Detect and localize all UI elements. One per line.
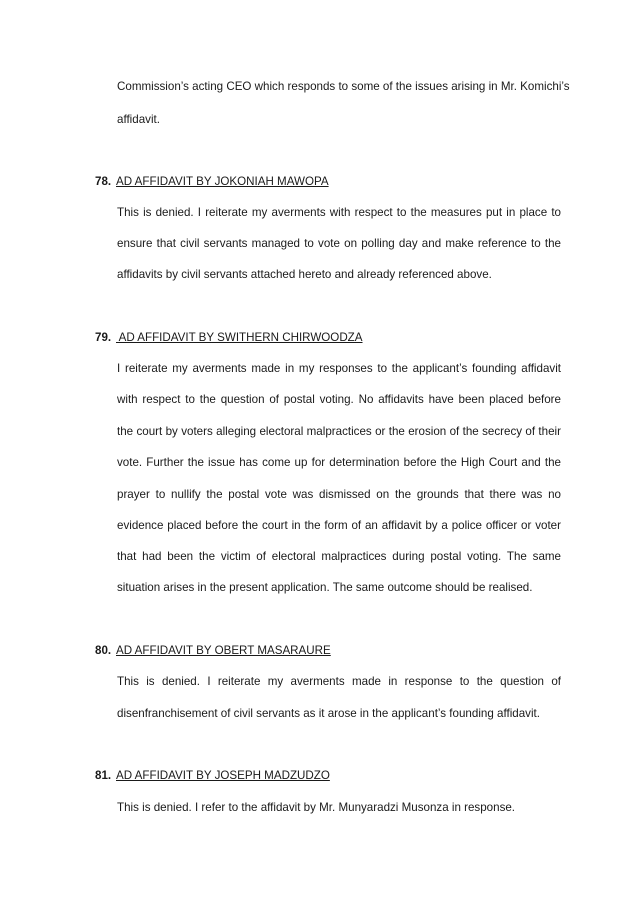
paragraph-line: I reiterate my averments made in my responses to the applicant’s founding affidavit: [117, 362, 561, 375]
paragraph-line: with respect to the question of postal voting. No affidavits have been placed before: [117, 393, 561, 406]
paragraph-line: This is denied. I reiterate my averments with respect to the measures put in place to: [117, 206, 561, 219]
paragraph-line: This is denied. I refer to the affidavit by Mr. Munyaradzi Musonza in response.: [117, 801, 516, 814]
intro-line: Commission’s acting CEO which responds to some of the issues arising in Mr. Komichi’s: [117, 80, 570, 93]
paragraph-line: ensure that civil servants managed to vote on polling day and make reference to the: [117, 237, 561, 250]
paragraph-line: affidavits by civil servants attached hereto and already referenced above.: [117, 268, 492, 281]
section-title: AD AFFIDAVIT BY JOSEPH MADZUDZO: [116, 769, 330, 782]
section-heading-79: [95, 331, 363, 345]
section-heading-80: [95, 644, 331, 658]
section-heading-81: [95, 769, 330, 783]
intro-line: affidavit.: [117, 113, 160, 126]
paragraph-line: situation arises in the present application. The same outcome should be realised.: [117, 581, 533, 594]
paragraph-line: that had been the victim of electoral malpractices during postal voting. The same: [117, 550, 561, 563]
paragraph-line: evidence placed before the court in the form of an affidavit by a police officer or voter: [117, 519, 561, 532]
paragraph-line: This is denied. I reiterate my averments made in response to the question of: [117, 675, 561, 688]
section-title: AD AFFIDAVIT BY SWITHERN CHIRWOODZA: [116, 331, 363, 344]
paragraph-line: the court by voters alleging electoral malpractices or the erosion of the secrecy of their: [117, 425, 561, 438]
section-number: 80.: [95, 644, 112, 657]
paragraph-line: disenfranchisement of civil servants as it arose in the applicant’s founding affidavit.: [117, 707, 540, 720]
paragraph-line: prayer to nullify the postal vote was dismissed on the grounds that there was no: [117, 488, 561, 501]
section-number: 78.: [95, 175, 112, 188]
paragraph-line: vote. Further the issue has come up for determination before the High Court and the: [117, 456, 561, 469]
section-number: 79.: [95, 331, 112, 344]
section-title: AD AFFIDAVIT BY OBERT MASARAURE: [116, 644, 331, 657]
section-heading-78: [95, 175, 329, 189]
section-number: 81.: [95, 769, 112, 782]
section-title: AD AFFIDAVIT BY JOKONIAH MAWOPA: [116, 175, 329, 188]
